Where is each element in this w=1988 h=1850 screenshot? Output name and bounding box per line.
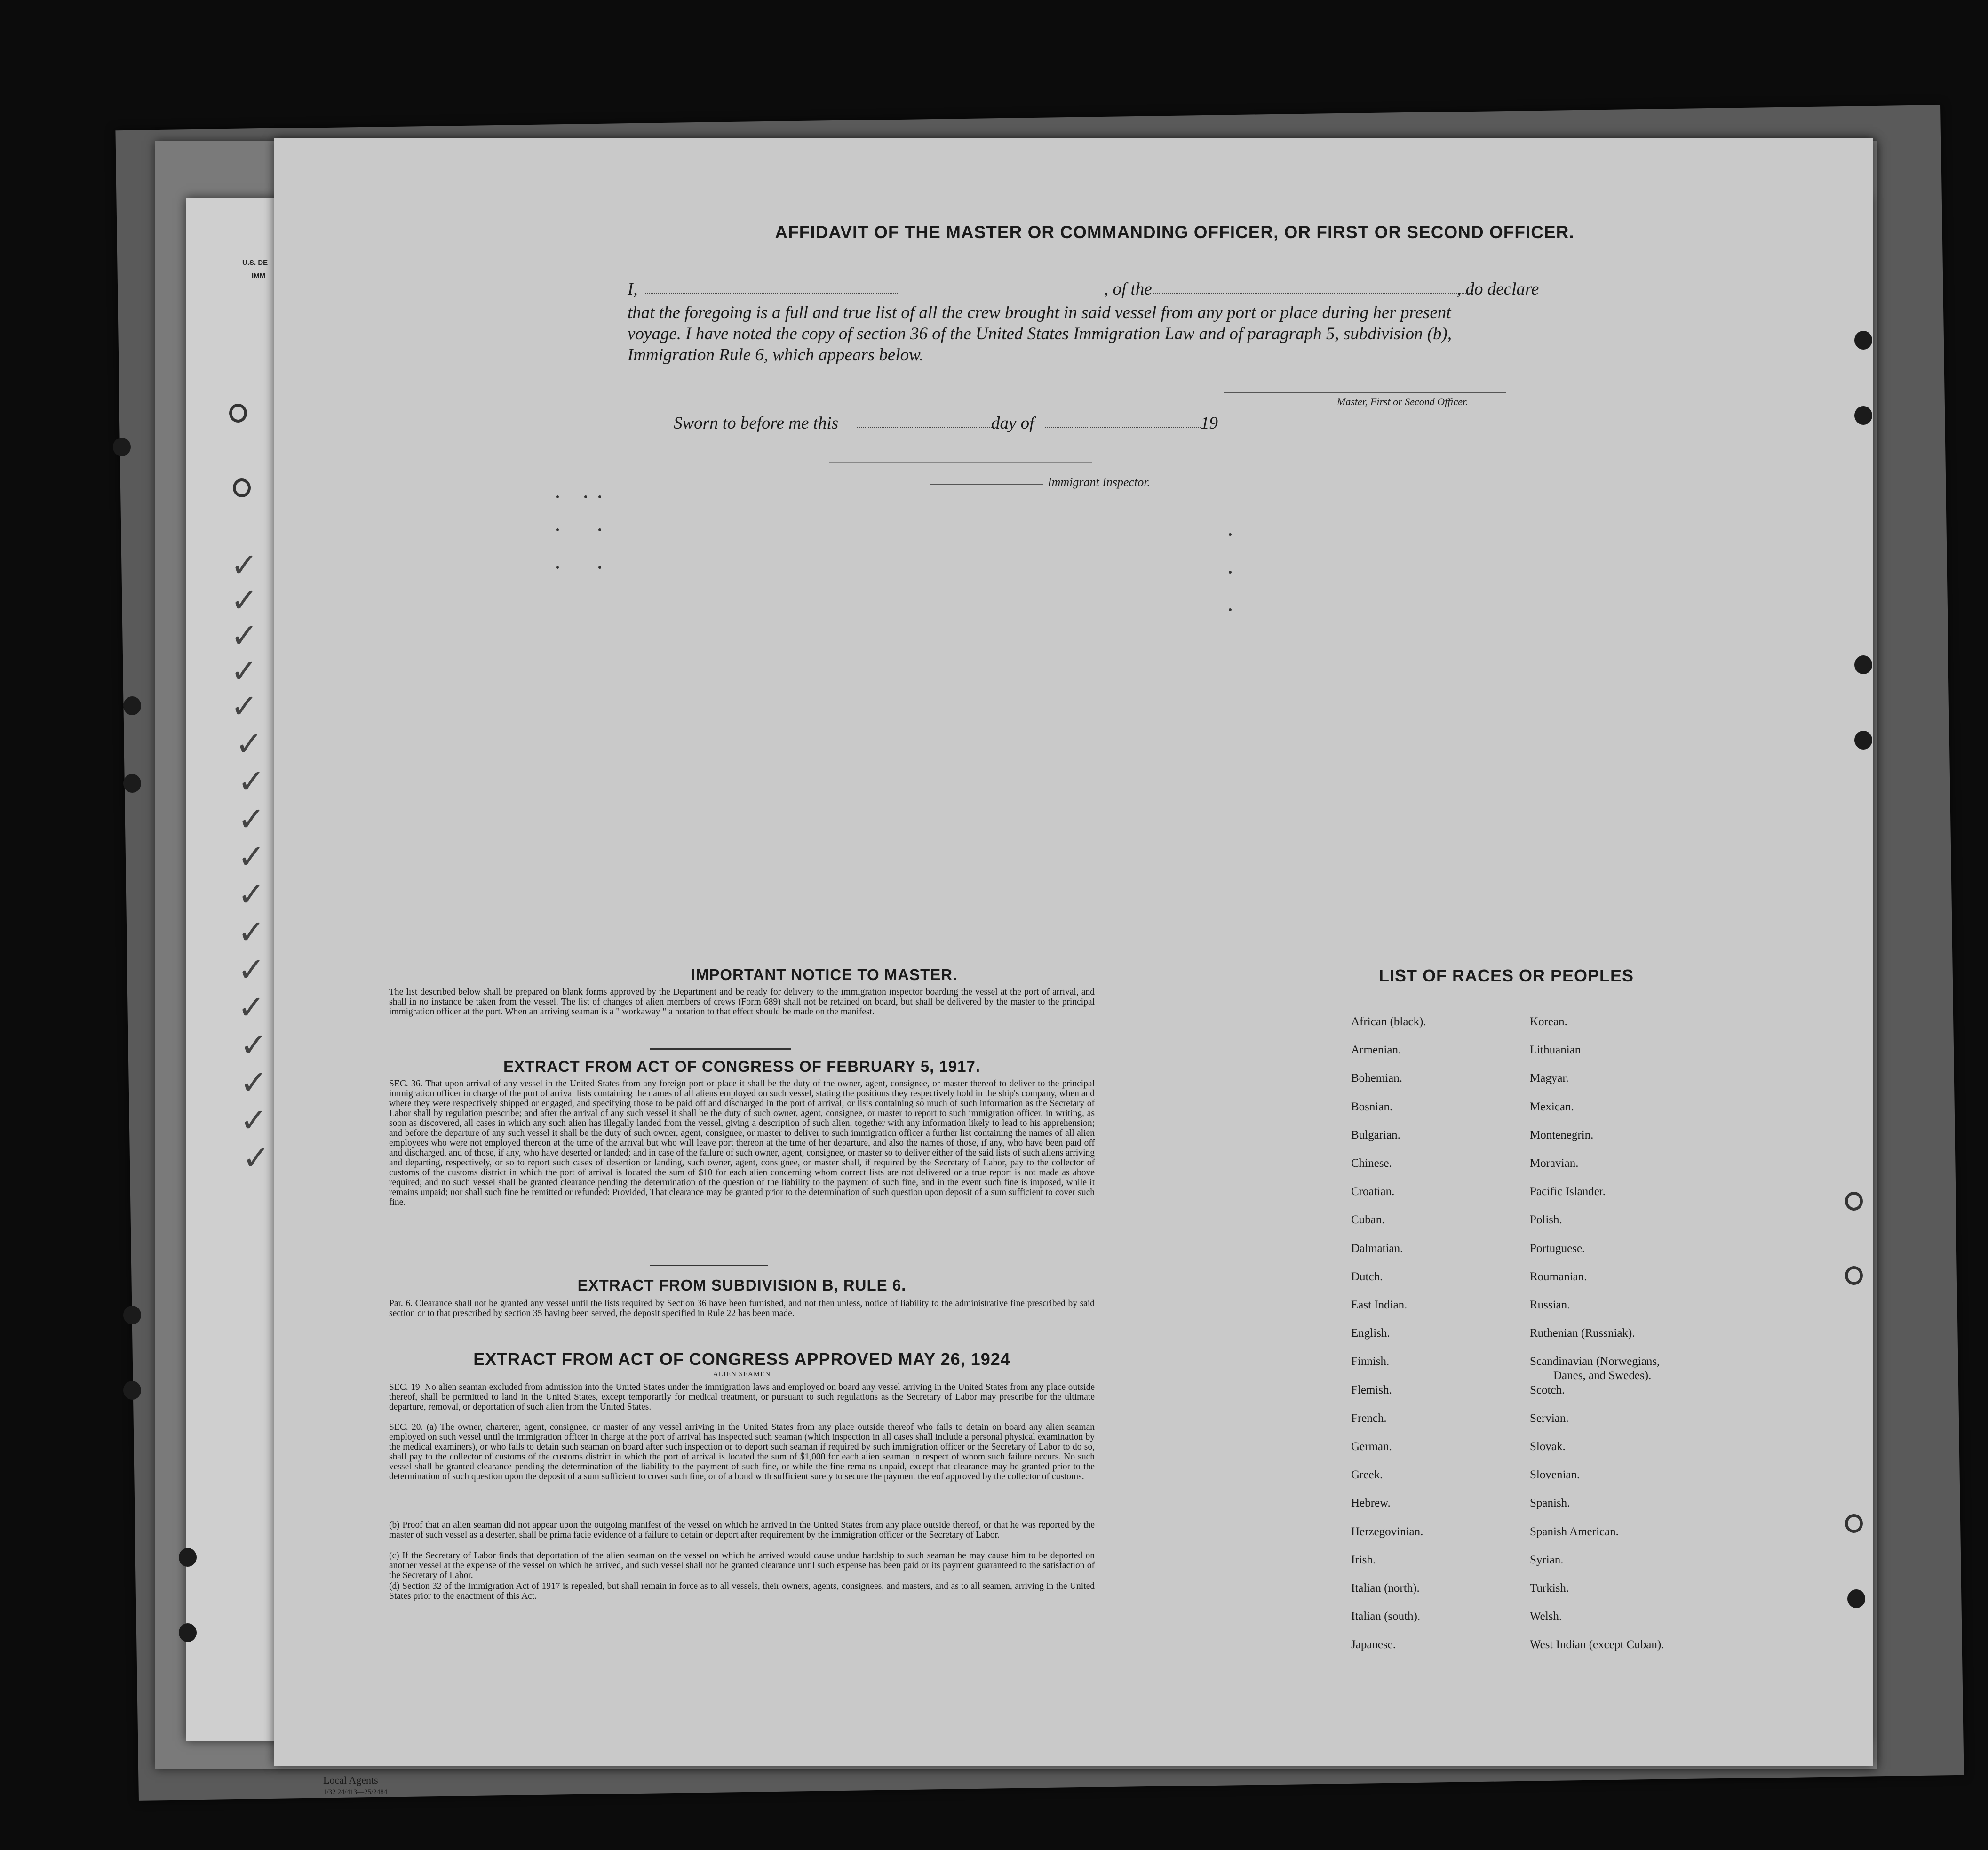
affidavit-line-2: that the foregoing is a full and true list of all the crew brought in said vessel from any port or place during her present <box>628 303 1451 322</box>
race-item: Spanish American. <box>1530 1525 1619 1538</box>
race-item: Scotch. <box>1530 1383 1565 1396</box>
race-item: Russian. <box>1530 1299 1570 1311</box>
faint-dot <box>598 528 601 531</box>
punch-hole <box>123 1381 141 1400</box>
race-item: Syrian. <box>1530 1553 1564 1566</box>
left-strip-header-2: IMM <box>252 272 266 280</box>
race-item: Pacific Islander. <box>1530 1185 1606 1198</box>
check-mark-icon: ✓ <box>238 800 265 838</box>
extract-1924-sec19: SEC. 19. No alien seaman excluded from admission into the United States under the immigration laws and employed on board any vessel arriving in the United States from any place outside thereof, shall be permitted to land in the United States, except temporarily for medical treatment, or pursuant to such regulations as the Secretary of Labor may prescribe for the ultimate departure, removal, or deportation of such alien from the United States. <box>389 1382 1095 1412</box>
punch-hole <box>123 696 141 715</box>
extract-1917-body: SEC. 36. That upon arrival of any vessel in the United States from any foreign port or place it shall be the duty of the owner, agent, consignee, or master thereof to deliver to the principal immigration officer in charge of the port of arrival lists containing the names of all aliens employed on such vessel, stating the positions they respectively hold in the ship's company, when and where they were respectively shipped or engaged, and specifying those to be paid off and discharged in the port of arrival; or lists containing so much of such information as the Secretary of Labor shall by regulation prescribe; and after the arrival of any such vessel it shall be the duty of such owner, agent, consignee, or master to report to such immigration officer, in writing, as soon as discovered, all cases in which any such alien has illegally landed from the vessel, giving a description of such alien, together with any information likely to lead to his apprehension; and before the departure of any such vessel it shall be the duty of such owner, agent, consignee, or master to deliver to such immigration officer a further list containing the names of all alien employees who were not employed thereon at the time of the arrival but who will leave port thereon at the time of her departure, and also the names of those, if any, who have been paid off and discharged, and of those, if any, who have deserted or landed; and in case of the failure of such owner, agent, consignee, or master so to deliver either of the said lists of such aliens arriving and departing, respectively, or so to report such cases of desertion or landing, such owner, agent, consignee, or master shall, if required by the Secretary of Labor, pay to the collector of customs of the customs district in which the port of arrival is located the sum of $10 for each alien concerning whom correct lists are not delivered or a true report is not made as above required; and no such vessel shall be granted clearance pending the determination of the question of the liability to the payment of such fine, and in the event such fine is imposed, while it remains unpaid; nor shall such fine be remitted or refunded: Provided, That clearance may be granted prior to the determination of such question upon deposit of a sum sufficient to cover such fine. <box>389 1079 1095 1207</box>
sworn-day-line <box>857 427 994 428</box>
race-item: Servian. <box>1530 1411 1569 1425</box>
race-item: Portuguese. <box>1530 1242 1585 1255</box>
inspector-caption: Immigrant Inspector. <box>1048 475 1151 489</box>
punch-hole <box>179 1548 197 1567</box>
race-item: Chinese. <box>1351 1157 1392 1170</box>
extract-1917-title: EXTRACT FROM ACT OF CONGRESS OF FEBRUARY 5, 1917. <box>503 1058 981 1075</box>
check-mark-icon: ✓ <box>238 950 265 989</box>
check-mark-icon: ✓ <box>240 1026 268 1064</box>
extract-1924-sec20b: (b) Proof that an alien seaman did not appear upon the outgoing manifest of the vessel on which he arrived in the United States from any place outside thereof, or that he was reported by the master of such vessel as a deserter, shall be prima facie evidence of a failure to detain or deport after requirement by the immigration officer or the Secretary of Labor. <box>389 1520 1095 1540</box>
master-name-line <box>645 293 899 294</box>
left-strip-header-1: U.S. DE <box>242 259 268 267</box>
race-item: Dutch. <box>1351 1270 1383 1283</box>
vessel-name-line <box>1153 293 1473 294</box>
extract-1924-sec20c: (c) If the Secretary of Labor finds that deportation of the alien seaman on the vessel on which he arrived would cause undue hardship to such seaman he may cause him to be deported on another vessel at the expense of the vessel on which he arrived, and such vessel shall not be granted clearance until such expense has been paid or its payment guaranteed to the satisfaction of the Secretary of Labor. <box>389 1551 1095 1580</box>
race-item: Polish. <box>1530 1213 1562 1227</box>
affidavit-page <box>274 138 1873 1796</box>
check-mark-icon: ✓ <box>238 762 265 801</box>
race-item: Danes, and Swedes). <box>1553 1369 1652 1382</box>
punch-hole <box>179 1623 197 1642</box>
footer-form-number: 1/32 24/413—25/2484 <box>323 1788 388 1796</box>
do-declare-label: , do declare <box>1457 279 1539 299</box>
check-mark-icon: ✓ <box>238 988 265 1027</box>
race-item: Spanish. <box>1530 1497 1570 1510</box>
extract-1924-subtitle: ALIEN SEAMEN <box>713 1371 771 1378</box>
punch-hole <box>1854 331 1872 350</box>
affidavit-line-3: voyage. I have noted the copy of section 36 of the United States Immigration Law and of paragraph 5, subdivision (b), <box>628 324 1452 343</box>
race-item: English. <box>1351 1327 1390 1340</box>
extract-rule6-body: Par. 6. Clearance shall not be granted any vessel until the lists required by Section 36 have been furnished, and not then unless, notice of liability to the administrative fine prescribed by said section or to that prescribed by section 35 having been served, the deposit specified in Rule 22 has been made. <box>389 1299 1095 1318</box>
notice-title: IMPORTANT NOTICE TO MASTER. <box>691 966 958 983</box>
race-item: Bohemian. <box>1351 1072 1403 1085</box>
affidavit-title: AFFIDAVIT OF THE MASTER OR COMMANDING OFFICER, OR FIRST OR SECOND OFFICER. <box>775 223 1574 242</box>
check-mark-icon: ✓ <box>242 1139 270 1177</box>
affidavit-line-4: Immigration Rule 6, which appears below. <box>628 345 924 365</box>
check-mark-icon: ✓ <box>231 581 258 620</box>
punch-hole <box>1847 1589 1865 1608</box>
race-item: Bulgarian. <box>1351 1128 1400 1141</box>
faint-dot <box>1229 608 1232 611</box>
faint-dot <box>556 566 559 569</box>
inspector-line <box>930 484 1043 485</box>
signature-caption: Master, First or Second Officer. <box>1337 396 1468 407</box>
punch-hole <box>113 438 131 456</box>
race-item: East Indian. <box>1351 1299 1408 1311</box>
race-item: Roumanian. <box>1530 1270 1587 1283</box>
check-mark-icon: ✓ <box>231 616 258 655</box>
sworn-text: Sworn to before me this <box>674 414 839 433</box>
race-item: Finnish. <box>1351 1355 1390 1368</box>
race-item: Italian (north). <box>1351 1582 1420 1595</box>
race-item: Armenian. <box>1351 1044 1401 1057</box>
section-divider <box>650 1048 791 1050</box>
race-item: Bosnian. <box>1351 1100 1393 1113</box>
race-item: Italian (south). <box>1351 1610 1421 1623</box>
punch-hole <box>1854 655 1872 674</box>
signature-line <box>1224 392 1506 393</box>
punch-hole <box>123 1306 141 1324</box>
punch-hole <box>1854 731 1872 750</box>
faint-dot <box>598 566 601 569</box>
check-mark-icon: ✓ <box>238 837 265 876</box>
faint-dot <box>1229 533 1232 536</box>
check-mark-icon: ✓ <box>238 875 265 914</box>
race-item: Magyar. <box>1530 1072 1569 1085</box>
faint-dot <box>584 495 587 498</box>
race-item: African (black). <box>1351 1015 1426 1028</box>
race-item: Hebrew. <box>1351 1497 1391 1510</box>
punch-hole <box>1845 1514 1863 1533</box>
race-item: Turkish. <box>1530 1582 1569 1595</box>
affidavit-i-label: I, <box>628 279 638 299</box>
of-the-label: , of the <box>1104 279 1152 299</box>
sworn-month-line <box>1045 427 1201 428</box>
race-item: Greek. <box>1351 1468 1383 1482</box>
extract-1924-title: EXTRACT FROM ACT OF CONGRESS APPROVED MAY 26, 1924 <box>473 1349 1010 1369</box>
extract-rule6-title: EXTRACT FROM SUBDIVISION B, RULE 6. <box>577 1276 907 1294</box>
race-item: Cuban. <box>1351 1213 1385 1227</box>
race-item: Slovenian. <box>1530 1468 1580 1482</box>
races-title: LIST OF RACES OR PEOPLES <box>1378 966 1634 985</box>
race-item: Mexican. <box>1530 1100 1574 1113</box>
punch-hole <box>123 774 141 793</box>
check-mark-icon: ✓ <box>235 725 263 763</box>
race-item: Slovak. <box>1530 1440 1566 1453</box>
faint-line <box>829 462 1092 463</box>
faint-dot <box>598 495 601 498</box>
race-item: West Indian (except Cuban). <box>1530 1638 1664 1651</box>
punch-hole <box>1845 1192 1863 1211</box>
check-mark-icon: ✓ <box>231 652 258 690</box>
race-item: Scandinavian (Norwegians, <box>1530 1355 1660 1368</box>
race-item: Japanese. <box>1351 1638 1396 1651</box>
check-mark-icon: ✓ <box>240 1063 268 1102</box>
punch-hole <box>229 404 247 423</box>
extract-1924-sec20a: SEC. 20. (a) The owner, charterer, agent, consignee, or master of any vessel arriving in the United States from any place outside thereof who fails to detain on board any alien seaman employed on such vessel until the immigration officer in charge at the port of arrival has inspected such seaman (which inspection in all cases shall include a personal physical examination by the medical examiners), or who fails to detain such seaman on board after such inspection or to deport such seaman if required by such immigration officer or the Secretary of Labor to do so, shall pay to the collector of customs of the customs district in which the port of arrival is located the sum of $1,000 for each alien seaman in respect of whom such failure occurs. No such vessel shall be granted clearance pending the determination of the liability to the payment of such fine, or while the fine remains unpaid, except that clearance may be granted prior to the determination of such question upon the deposit of a sum sufficient to cover such fine, or of a bond with sufficient surety to secure the payment thereof approved by the collector of customs. <box>389 1422 1095 1482</box>
faint-dot <box>556 495 559 498</box>
punch-hole <box>1854 406 1872 425</box>
punch-hole <box>1845 1266 1863 1285</box>
race-item: Moravian. <box>1530 1157 1579 1170</box>
race-item: Montenegrin. <box>1530 1128 1594 1141</box>
notice-body: The list described below shall be prepared on blank forms approved by the Department and be ready for delivery to the immigration inspector boarding the vessel at the port of arrival, and shall in no instance be taken from the vessel. The list of changes of alien members of crews (Form 689) shall not be retained on board, but shall be delivered by the master to the principal immigration officer at the port. When an arriving seaman is a " workaway " a notation to that effect should be made on the manifest. <box>389 987 1095 1017</box>
race-item: Flemish. <box>1351 1383 1392 1396</box>
race-item: Croatian. <box>1351 1185 1395 1198</box>
race-item: French. <box>1351 1411 1387 1425</box>
race-item: Korean. <box>1530 1015 1567 1028</box>
race-item: German. <box>1351 1440 1392 1453</box>
race-item: Ruthenian (Russniak). <box>1530 1327 1635 1340</box>
extract-1924-sec20d: (d) Section 32 of the Immigration Act of 1917 is repealed, but shall remain in force as to all vessels, their owners, agents, consignees, and masters, and as to all seamen, arriving in the United States prior to the enactment of this Act. <box>389 1581 1095 1601</box>
race-item: Lithuanian <box>1530 1044 1581 1057</box>
check-mark-icon: ✓ <box>231 546 258 584</box>
check-mark-icon: ✓ <box>238 913 265 951</box>
faint-dot <box>556 528 559 531</box>
section-divider <box>650 1265 768 1266</box>
race-item: Herzegovinian. <box>1351 1525 1423 1538</box>
faint-dot <box>1229 571 1232 574</box>
race-item: Dalmatian. <box>1351 1242 1403 1255</box>
day-of-label: day of <box>991 414 1034 433</box>
check-mark-icon: ✓ <box>231 687 258 726</box>
year-prefix: 19 <box>1201 414 1218 433</box>
footer-local-agents: Local Agents <box>323 1774 378 1786</box>
punch-hole <box>233 478 251 497</box>
race-item: Welsh. <box>1530 1610 1562 1623</box>
race-item: Irish. <box>1351 1553 1376 1566</box>
check-mark-icon: ✓ <box>240 1101 268 1140</box>
